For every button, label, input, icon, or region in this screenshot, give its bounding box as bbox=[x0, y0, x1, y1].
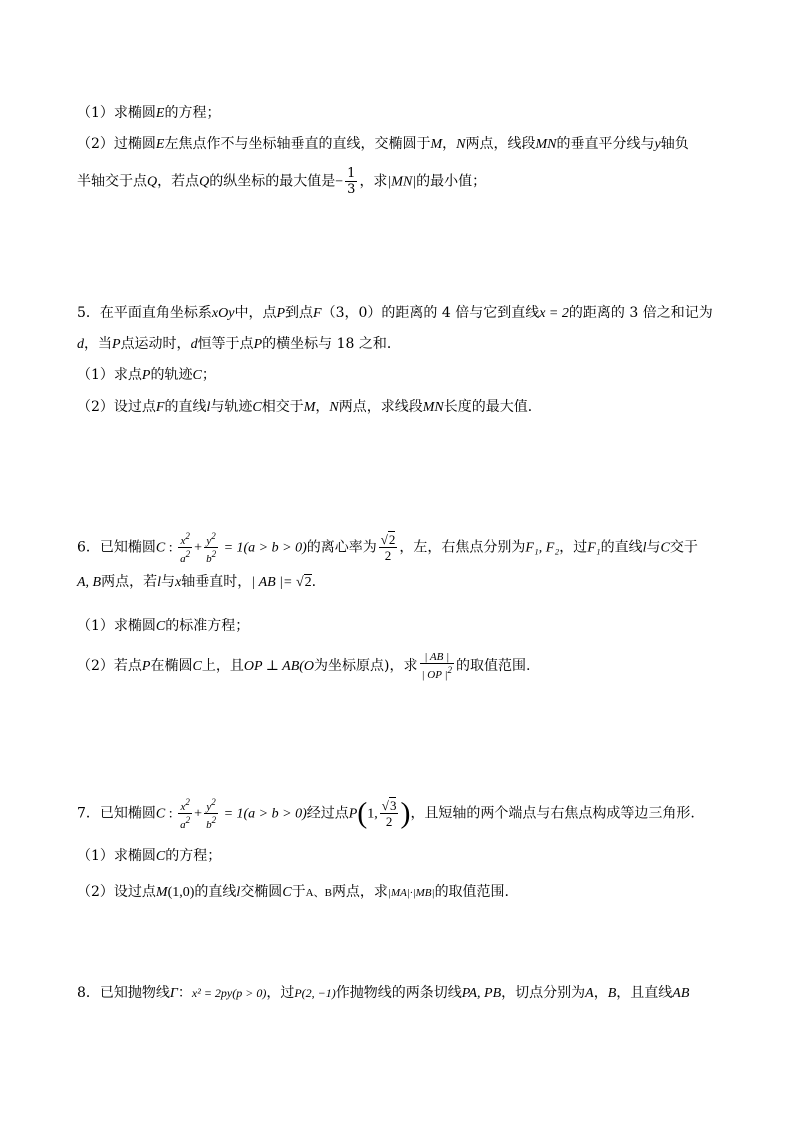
plus: + bbox=[194, 806, 203, 822]
text: 中，点 bbox=[234, 305, 277, 321]
text: 的纵坐标的最大值是 bbox=[209, 173, 336, 190]
denominator bbox=[420, 664, 455, 681]
text: 点运动时， bbox=[120, 336, 191, 352]
text: 的横坐标与 18 之和． bbox=[262, 336, 401, 352]
var-pa-pb: PA, PB bbox=[461, 986, 502, 1001]
var-ab: A、B bbox=[305, 887, 332, 899]
var-c: C bbox=[660, 540, 670, 556]
text: . bbox=[311, 574, 317, 590]
var-p: P bbox=[141, 368, 151, 383]
text: 6．已知椭圆 bbox=[77, 539, 156, 556]
fraction-y bbox=[204, 530, 218, 565]
var-c: C bbox=[155, 849, 166, 864]
exponent: 2 bbox=[185, 797, 190, 807]
var-y: y bbox=[654, 137, 661, 152]
fraction-ab-op bbox=[420, 651, 455, 681]
var-l: l bbox=[642, 540, 647, 556]
text: 的标准方程； bbox=[165, 618, 250, 634]
foci: F₁, F₂ bbox=[525, 540, 560, 556]
numerator: 1 bbox=[347, 166, 356, 181]
text: 到点 bbox=[285, 305, 314, 321]
abs-ab: | AB |= bbox=[251, 575, 296, 590]
text: 的取值范围. bbox=[434, 884, 510, 900]
text: 的离心率为 bbox=[306, 539, 377, 556]
p6-line-1 bbox=[77, 530, 698, 565]
text: 7．已知椭圆 bbox=[77, 805, 156, 822]
text: 两点，求线段 bbox=[338, 399, 423, 415]
denominator: 2 bbox=[385, 814, 393, 829]
text: 的垂直平分线与 bbox=[556, 136, 655, 152]
var-xoy: xOy bbox=[211, 306, 235, 321]
fraction-sqrt2 bbox=[379, 532, 398, 563]
p4-question-1 bbox=[77, 103, 220, 124]
var-d: d bbox=[190, 337, 198, 352]
var-c: C bbox=[282, 885, 292, 900]
text: （2）过椭圆 bbox=[77, 136, 156, 152]
radicand: 3 bbox=[389, 798, 397, 813]
text: 8．已知抛物线 bbox=[77, 985, 170, 1001]
radicand: 2 bbox=[388, 532, 396, 547]
text: 左焦点作不与坐标轴垂直的直线，交椭圆于 bbox=[164, 136, 431, 152]
exponent: 2 bbox=[211, 797, 216, 807]
text: （2）设过点 bbox=[77, 399, 156, 415]
var-a: a bbox=[180, 819, 186, 831]
text: 经过点 bbox=[306, 805, 349, 822]
var-mn: MN bbox=[422, 400, 444, 415]
p4-question-2-line-2 bbox=[77, 166, 486, 197]
denominator bbox=[204, 548, 218, 565]
text: 作抛物线的两条切线 bbox=[335, 985, 462, 1001]
text: 两点，线段 bbox=[465, 136, 536, 152]
p5-line-2 bbox=[77, 334, 401, 355]
abs-mn: |MN| bbox=[387, 174, 417, 190]
text: 的轨迹 bbox=[150, 367, 193, 383]
numerator: √2 bbox=[380, 532, 396, 547]
var-a: A bbox=[585, 986, 594, 1001]
numerator bbox=[178, 530, 192, 548]
p8-line-1 bbox=[77, 983, 689, 1004]
text: （1）求椭圆 bbox=[77, 848, 156, 864]
var-m: M bbox=[303, 400, 316, 415]
exponent: 2 bbox=[211, 549, 217, 559]
var-x: x bbox=[175, 575, 182, 590]
p5-question-1 bbox=[77, 365, 216, 386]
text: 交于 bbox=[669, 539, 698, 556]
text: ，若点 bbox=[157, 173, 200, 190]
text: ，过 bbox=[559, 539, 588, 556]
text: 上，且 bbox=[201, 658, 244, 674]
var-y: y bbox=[206, 801, 212, 813]
var-p: P bbox=[112, 337, 121, 352]
var-c: C bbox=[155, 540, 166, 556]
denominator: 2 bbox=[384, 548, 392, 563]
text: 5．在平面直角坐标系 bbox=[77, 305, 212, 321]
text: 恒等于点 bbox=[197, 336, 254, 352]
var-l: l bbox=[206, 400, 211, 415]
p7-line-1 bbox=[77, 796, 695, 831]
plus: + bbox=[194, 540, 203, 556]
numerator: | AB | bbox=[420, 651, 455, 664]
numerator bbox=[204, 796, 218, 814]
var-c: C bbox=[192, 368, 202, 383]
exponent: 2 bbox=[185, 549, 191, 559]
text: 为坐标原点)，求 bbox=[314, 658, 418, 674]
var-mn: MN bbox=[535, 137, 557, 152]
p7-question-2 bbox=[77, 882, 509, 903]
var-gamma: Γ bbox=[169, 986, 178, 1001]
text: （2）若点 bbox=[77, 658, 142, 674]
perp-condition: OP ⊥ AB(O bbox=[243, 659, 315, 674]
text: ， bbox=[442, 136, 457, 152]
denominator bbox=[178, 548, 192, 565]
var-b: B bbox=[607, 986, 617, 1001]
denominator bbox=[204, 814, 218, 831]
text: ，且短轴的两个端点与右焦点构成等边三角形. bbox=[410, 805, 695, 822]
denominator bbox=[178, 814, 192, 831]
condition: = 1(a > b > 0) bbox=[220, 806, 307, 822]
p4-question-2-line-1 bbox=[77, 134, 689, 155]
text: 相交于 bbox=[261, 399, 304, 415]
denominator-text: | OP | bbox=[421, 669, 448, 681]
text: 与 bbox=[646, 539, 661, 556]
var-p: P bbox=[348, 806, 358, 822]
var-ab: AB bbox=[672, 986, 690, 1001]
point-p: P(2, −1) bbox=[294, 986, 336, 1000]
var-q: Q bbox=[199, 174, 210, 190]
text: ，左，右焦点分别为 bbox=[399, 539, 526, 556]
text: 的方程； bbox=[164, 105, 221, 121]
numerator bbox=[178, 796, 192, 814]
text: 的直线 bbox=[600, 539, 643, 556]
fraction-x bbox=[178, 530, 192, 565]
text: 与轨迹 bbox=[210, 399, 253, 415]
var-m: M bbox=[430, 137, 443, 152]
minus-sign: − bbox=[335, 174, 344, 190]
var-f1: F₁ bbox=[587, 540, 601, 556]
var-c: C bbox=[192, 659, 202, 674]
var-l: l bbox=[236, 885, 241, 900]
text: （1）求椭圆 bbox=[77, 105, 156, 121]
var-p: P bbox=[276, 306, 286, 321]
text: 的取值范围. bbox=[456, 658, 531, 674]
text: 的直线 bbox=[194, 884, 237, 900]
text: 轴垂直时， bbox=[181, 574, 252, 590]
text: （3，0）的距离的 4 倍与它到直线 bbox=[321, 305, 540, 321]
p7-question-1 bbox=[77, 846, 221, 867]
var-n: N bbox=[329, 400, 339, 415]
var-d: d bbox=[77, 337, 84, 352]
var-f: F bbox=[313, 306, 322, 321]
var-x: x bbox=[180, 801, 186, 813]
var-m: M bbox=[155, 885, 168, 900]
text: 两点，若 bbox=[101, 574, 158, 590]
var-f: F bbox=[155, 400, 165, 415]
var-e: E bbox=[155, 106, 165, 121]
p5-line-1 bbox=[77, 303, 713, 324]
text: 与 bbox=[161, 574, 175, 590]
numerator: √3 bbox=[381, 798, 397, 813]
var-e: E bbox=[155, 137, 165, 152]
p6-question-2 bbox=[77, 651, 530, 681]
text: 于 bbox=[291, 884, 306, 900]
right-paren: ) bbox=[400, 796, 411, 830]
var-y: y bbox=[206, 535, 212, 547]
text: 在椭圆 bbox=[150, 658, 193, 674]
text: ，切点分别为 bbox=[501, 985, 586, 1001]
text: ，当 bbox=[84, 336, 112, 352]
p6-line-2 bbox=[77, 572, 316, 593]
fraction-x bbox=[178, 796, 192, 831]
var-c: C bbox=[155, 619, 166, 634]
text: 长度的最大值． bbox=[443, 399, 542, 415]
numerator bbox=[204, 530, 218, 548]
p6-question-1 bbox=[77, 616, 249, 637]
text: 两点，求 bbox=[331, 884, 388, 900]
var-l: l bbox=[157, 575, 161, 590]
exponent: 2 bbox=[447, 665, 453, 675]
var-ab: A, B bbox=[77, 575, 102, 590]
var-a: a bbox=[180, 553, 186, 565]
left-paren: ( bbox=[357, 796, 368, 830]
fraction-y bbox=[204, 796, 218, 831]
var-c: C bbox=[155, 806, 166, 822]
var-p: P bbox=[253, 337, 263, 352]
text: （1）求点 bbox=[77, 367, 142, 383]
text: ，过 bbox=[266, 985, 295, 1001]
text: （2）设过点 bbox=[77, 884, 156, 900]
text: 的方程； bbox=[165, 848, 222, 864]
sqrt: √2 bbox=[295, 575, 312, 590]
text: 的距离的 3 倍之和记为 bbox=[568, 305, 713, 321]
fraction-sqrt3 bbox=[380, 798, 399, 829]
text: 的直线 bbox=[164, 399, 207, 415]
product: |MA|·|MB| bbox=[387, 887, 435, 899]
var-b: b bbox=[206, 819, 212, 831]
text: 轴负 bbox=[660, 136, 689, 152]
var-q: Q bbox=[147, 174, 158, 190]
coord-x: 1, bbox=[367, 806, 378, 822]
text: 的最小值； bbox=[416, 173, 487, 190]
condition: = 1(a > b > 0) bbox=[220, 540, 307, 556]
fraction bbox=[345, 166, 357, 197]
var-p: P bbox=[141, 659, 151, 674]
equation: x² = 2py(p > 0) bbox=[191, 986, 267, 1000]
text: ： bbox=[177, 985, 192, 1001]
text: ，求 bbox=[359, 173, 388, 190]
text: ， bbox=[593, 985, 608, 1001]
point: (1,0) bbox=[167, 885, 195, 900]
exponent: 2 bbox=[185, 531, 190, 541]
var-c: C bbox=[252, 400, 262, 415]
text: （1）求椭圆 bbox=[77, 618, 156, 634]
exponent: 2 bbox=[185, 815, 191, 825]
text: ，且直线 bbox=[616, 985, 673, 1001]
var-b: b bbox=[206, 553, 212, 565]
text: 半轴交于点 bbox=[77, 173, 147, 190]
p5-question-2 bbox=[77, 397, 542, 418]
text: ； bbox=[201, 367, 216, 383]
colon: : bbox=[165, 540, 177, 556]
denominator: 3 bbox=[347, 182, 356, 197]
colon: : bbox=[165, 806, 177, 822]
equation: x = 2 bbox=[539, 306, 569, 321]
exponent: 2 bbox=[211, 815, 217, 825]
radicand: 2 bbox=[304, 575, 312, 590]
var-x: x bbox=[180, 535, 186, 547]
text: 交椭圆 bbox=[240, 884, 283, 900]
var-n: N bbox=[456, 137, 466, 152]
exponent: 2 bbox=[211, 531, 216, 541]
text: ， bbox=[315, 399, 330, 415]
